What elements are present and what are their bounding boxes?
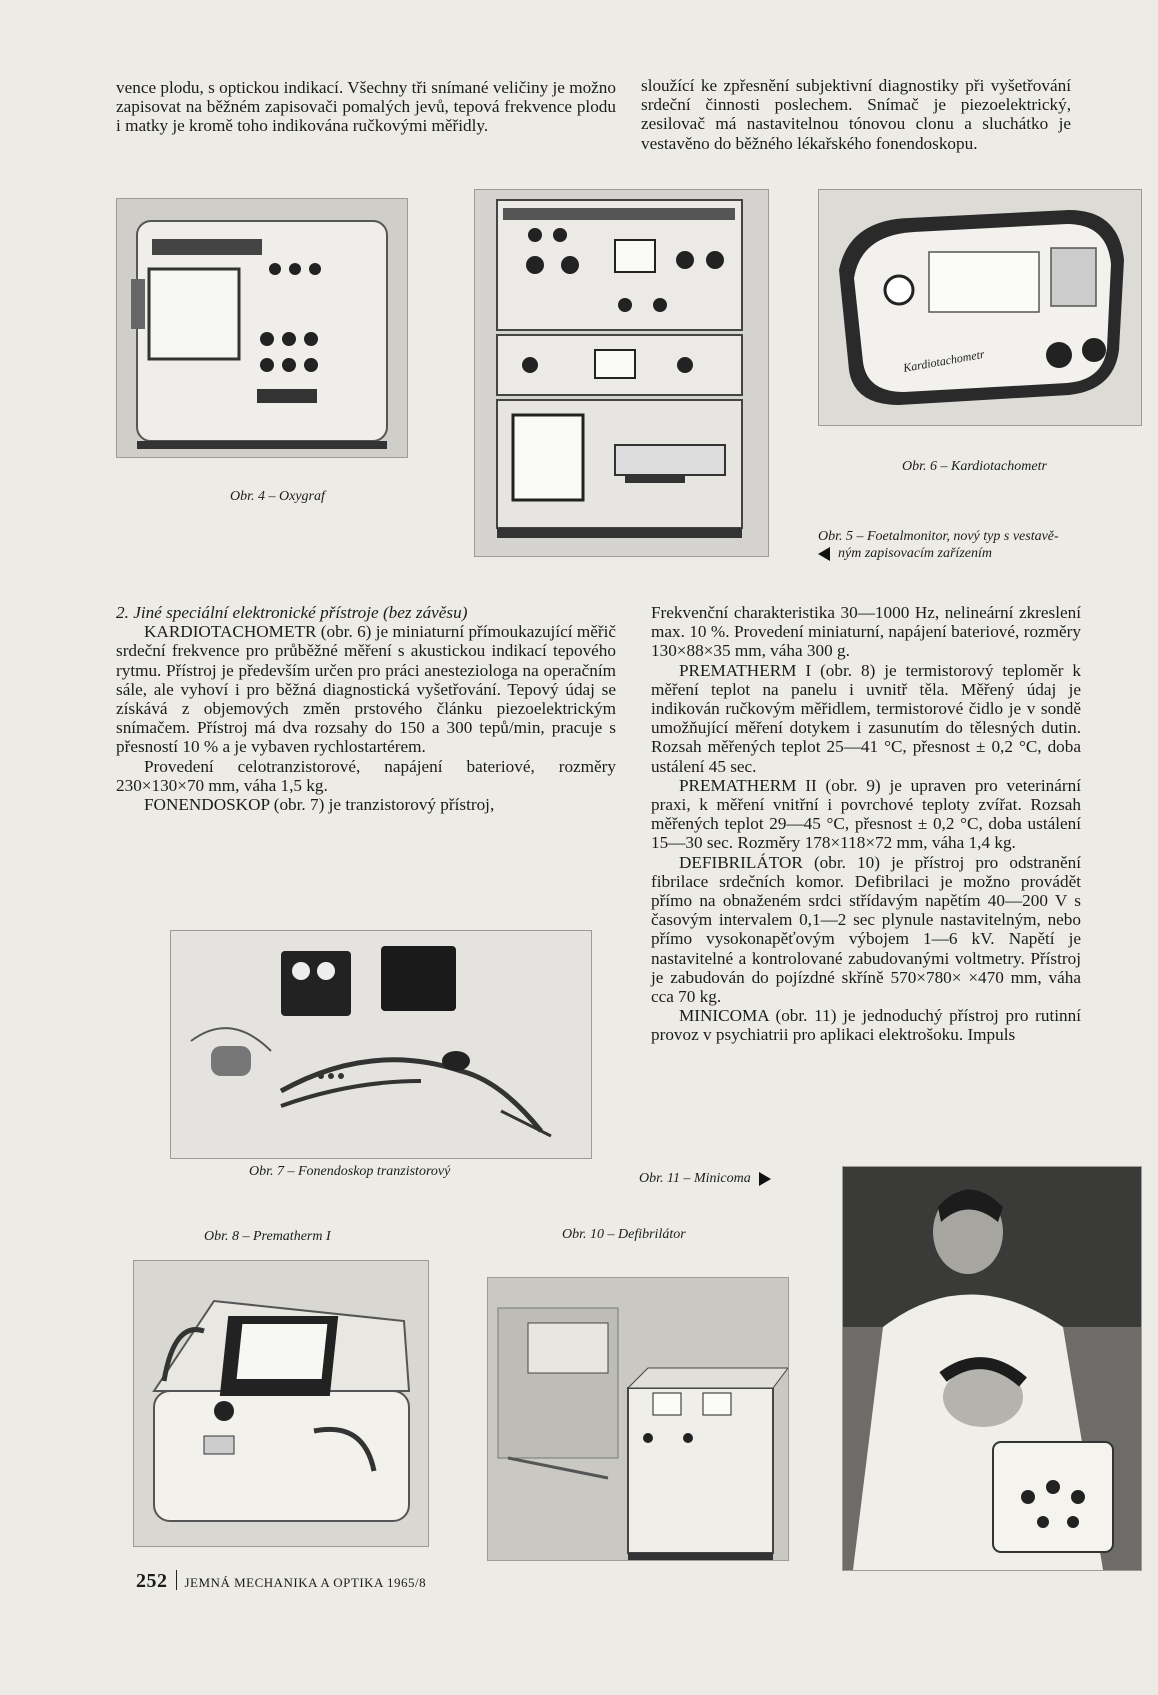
fig10-caption: Obr. 10 – Defibrilátor [562, 1227, 686, 1242]
kardiotachometr-paragraph: KARDIOTACHOMETR (obr. 6) je miniaturní přímoukazující měřič srdeční frekvence pro průběžné měření s akustickou indikací tepového rytmu. Přístroj je především určen pro práci anesteziologa na operačním sále, ale vyhoví i pro běžná diagnostická vyšetřování. Tepový údaj se získává z objemových změn prstového článku piezoelektrickým snímačem. Přístroj má dva rozsahy do 150 a 300 tepů/min, pracuje s přesností 10 % a je vybaven rychlostartérem. [116, 622, 616, 757]
fig7-caption: Obr. 7 – Fonendoskop tranzistorový [249, 1164, 451, 1179]
defibrilator-photo [487, 1277, 789, 1561]
prematherm-photo [133, 1260, 429, 1547]
foetalmonitor-photo [474, 189, 769, 557]
fonendoskop-photo [170, 930, 592, 1159]
left-column-text [116, 603, 616, 814]
kardiotachometr-brand-label: Kardiotachometr [902, 346, 986, 375]
intro-right-text: sloužící ke zpřesnění subjektivní diagnostiky při vyšetřování srdeční činnosti poslechem. Snímač je piezoelektrický, zesilovač má nastavitelnou tónovou clonu a sluchátko je vestavěno do běžného lékařského fonendoskopu. [641, 76, 1071, 153]
fonendoskop-paragraph: FONENDOSKOP (obr. 7) je tranzistorový přístroj, [144, 795, 495, 815]
page-footer [136, 1570, 426, 1593]
arrow-left-icon [818, 547, 830, 561]
arrow-right-icon [759, 1172, 771, 1186]
footer-divider [176, 1570, 177, 1590]
minicoma-photo [842, 1166, 1142, 1571]
kardiotachometr-specs-paragraph: Provedení celotranzistorové, napájení bateriové, rozměry 230×130×70 mm, váha 1,5 kg. [116, 756, 616, 795]
fig8-caption: Obr. 8 – Prematherm I [204, 1229, 331, 1244]
oxygraf-photo [116, 198, 408, 458]
section-title: 2. Jiné speciální elektronické přístroje (bez závěsu) [116, 603, 468, 622]
intro-left-text: vence plodu, s optickou indikací. Všechny tři snímané veličiny je možno zapisovat na běžném zapisovači pomalých jevů, tepová frekvence plodu i matky je kromě toho indikována ručkovými měřidly. [116, 78, 616, 136]
journal-title: JEMNÁ MECHANIKA A OPTIKA 1965/8 [184, 1575, 427, 1590]
fig4-caption: Obr. 4 – Oxygraf [230, 489, 325, 504]
fig6-caption: Obr. 6 – Kardiotachometr [902, 459, 1047, 474]
fig5-caption-line2: ným zapisovacím zařízením [818, 545, 992, 562]
fig5-caption-line1: Obr. 5 – Foetalmonitor, nový typ s vestavě- [818, 529, 1059, 544]
kardiotachometr-photo [818, 189, 1142, 426]
minicoma-paragraph: MINICOMA (obr. 11) je jednoduchý přístroj pro rutinní provoz v psychiatrii pro aplikaci elektrošoku. Impuls [651, 1006, 1081, 1045]
defibrilator-paragraph: DEFIBRILÁTOR (obr. 10) je přístroj pro odstranění fibrilace srdečních komor. Defibrilaci je možno provádět přímo na obnaženém srdci střídavým napětím 40—200 V s časovým intervalem 0,1—2 sec plynule nastavitelným, nebo přímo vysokonapěťovým výbojem 1—6 kV. Napětí je nastavitelné a kontrolované zabudovanými voltmetry. Přístroj je zabudován do pojízdné skříně 570×780× ×470 mm, váha cca 70 kg. [651, 852, 1081, 1007]
fig11-caption: Obr. 11 – Minicoma [639, 1170, 771, 1187]
prematherm-1-paragraph: PREMATHERM I (obr. 8) je termistorový teploměr k měření teplot na panelu i uvnitř těla. Měřený údaj je indikován ručkovým měřidlem, termistorové čidlo je v sondě umožňující měření dotykem i zasunutím do tělesných dutin. Rozsah měřených teplot 25—41 °C, přesnost ± 0,2 °C, doba ustálení 45 sec. [651, 660, 1081, 776]
page-number: 252 [136, 1570, 168, 1592]
fonendoskop-specs-paragraph: Frekvenční charakteristika 30—1000 Hz, nelineární zkreslení max. 10 %. Provedení miniaturní, napájení bateriové, rozměry 130×88×35 mm, váha 300 g. [651, 603, 1081, 661]
prematherm-2-paragraph: PREMATHERM II (obr. 9) je upraven pro veterinární praxi, k měření vnitřní i povrchové teploty zvířat. Rozsah měřených teplot 29—45 °C, přesnost ± 0,2 °C, doba ustálení 15—30 sec. Rozměry 178×118×72 mm, váha 1,4 kg. [651, 775, 1081, 853]
right-column-text [651, 603, 1081, 1045]
